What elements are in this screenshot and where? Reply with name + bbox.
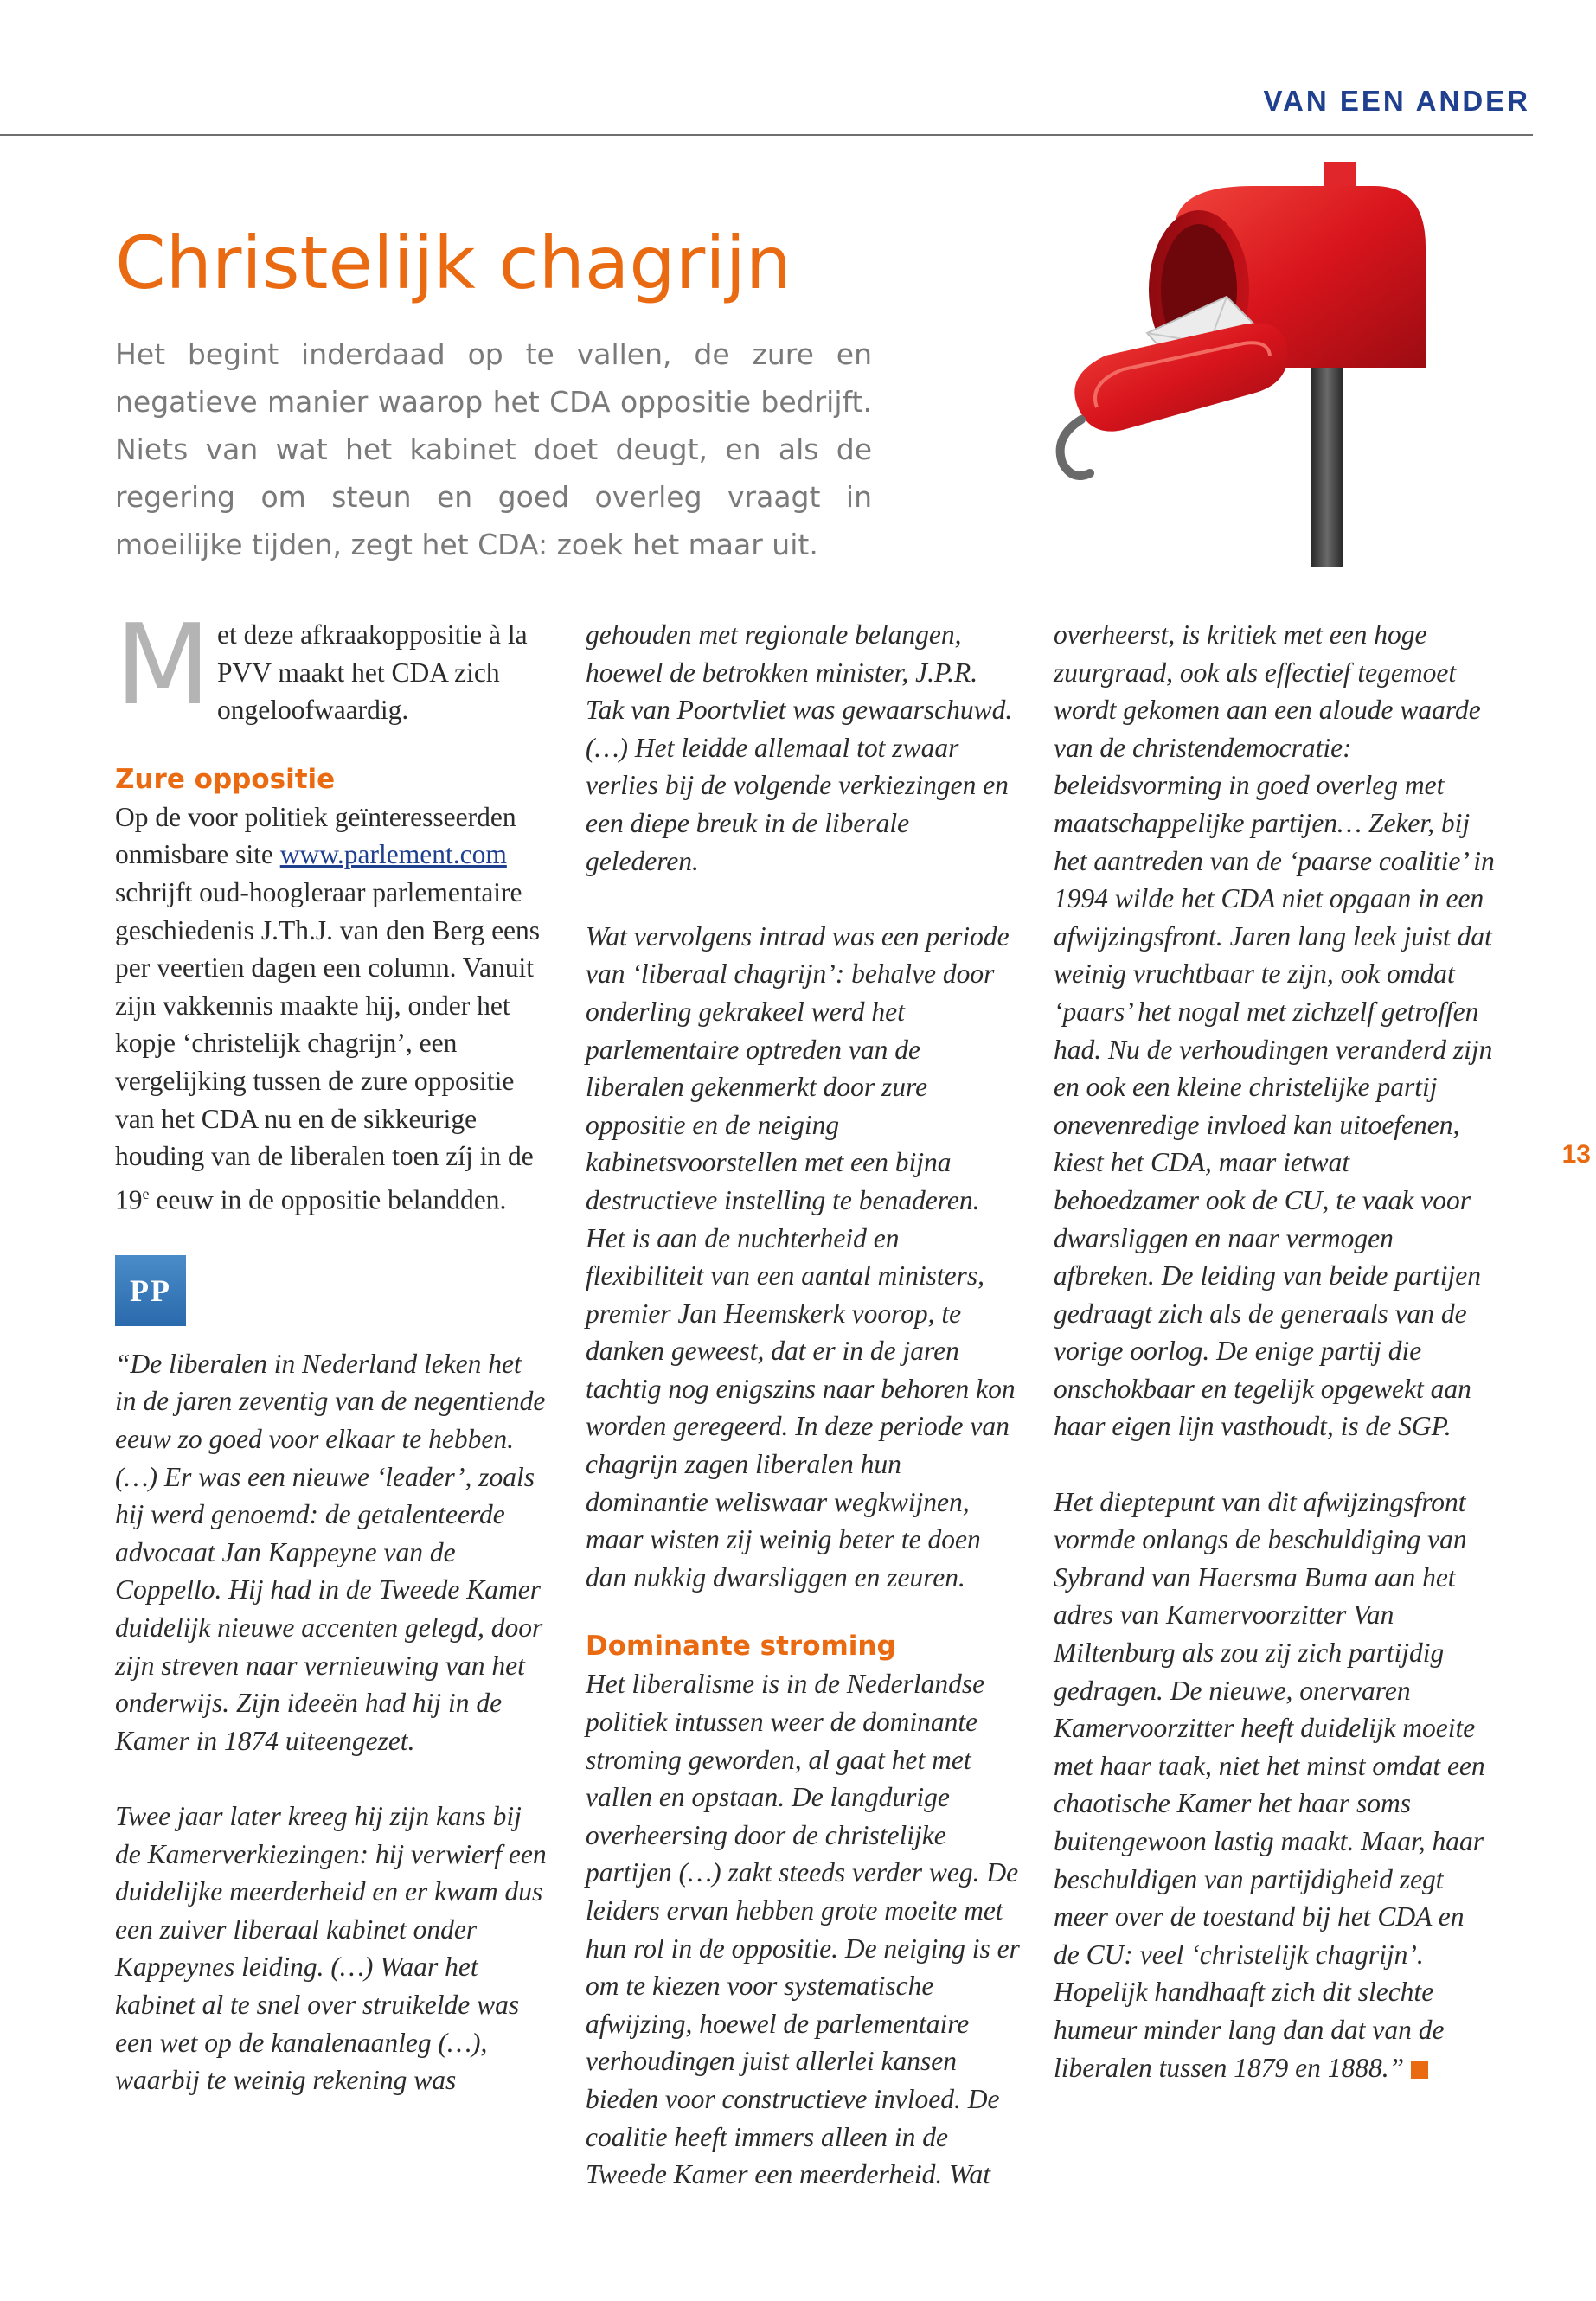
article-title: Christelijk chagrijn	[115, 221, 792, 305]
mailbox-icon	[1045, 151, 1452, 567]
quote-paragraph-4: Wat vervolgens intrad was een periode van ‘liberaal chagrijn’: behalve door onderling gekrakeel werd het parlementaire optreden van de liberalen gekenmerkt door zure oppositie en de neiging kabinetsvoorstellen met een bijna destructieve instelling te benaderen. Het is aan de nuchterheid en flexibiliteit van een aantal ministers, premier Jan Heemskerk voorop, te danken geweest, dat er in de jaren tachtig nog enigszins naar behoren kon worden geregeerd. In deze periode van chagrijn zagen liberalen hun dominantie weliswaar wegkwijnen, maar wisten zij weinig beter te doen dan nukkig dwarsliggen en zeuren.	[586, 920, 1016, 1593]
header-rule	[0, 134, 1533, 136]
drop-cap: M	[115, 601, 211, 730]
article-intro: Het begint inderdaad op te vallen, de zure en negatieve manier waarop het CDA oppositie bedrijft. Niets van wat het kabinet doet deugt, en als de regering om steun en goed overleg vraagt in moeilijke tijden, zegt het CDA: zoek het maar uit.	[115, 337, 872, 561]
quote-paragraph-6: overheerst, is kritiek met een hoge zuurgraad, ook als effectief tegemoet wordt gekomen aan een aloude waarde van de christendemocratie: beleidsvorming in goed overleg met maatschappelijke partijen… Zeker, bij het aantreden van de ‘paarse coalitie’ in 1994 wilde het CDA niet opgaan in een afwijzingsfront. Jaren lang leek juist dat weinig vruchtbaar te zijn, ook omdat ‘paars’ het nogal met zichzelf getroffen had. Nu de verhoudingen veranderd zijn en ook een kleine christelijke partij onevenredige invloed kan uitoefenen, kiest het CDA, maar ietwat behoedzamer ook de CU, te vaak voor dwarsliggen en naar vermogen afbreken. De leiding van beide partijen gedraagt zich als de generaals van de vorige oorlog. De enige partij die onschokbaar en tegelijk opgewekt aan haar eigen lijn vasthoudt, is de SGP.	[1054, 619, 1495, 1442]
p1-end: eeuw in de oppositie belandden.	[149, 1184, 507, 1215]
subhead-zure-oppositie: Zure oppositie	[115, 763, 336, 795]
quote-paragraph-1: “De liberalen in Nederland leken het in de jaren zeventig van de negentiende eeuw zo goed voor elkaar te hebben. (…) Er was een nieuwe ‘leader’, zoals hij werd genoemd: de getalenteerde advocaat Jan Kappeyne van de Coppello. Hij had in de Tweede Kamer duidelijk nieuwe accenten gelegd, door zijn streven naar vernieuwing van het onderwijs. Zijn ideeën had hij in de Kamer in 1874 uiteengezet.	[115, 1348, 546, 1756]
page-number: 13	[1561, 1140, 1591, 1169]
column-3	[1054, 616, 1495, 2086]
column-1	[115, 601, 548, 2099]
end-mark-icon	[1411, 2061, 1428, 2079]
p1-before-link: Op de voor politiek geïnteresseerden onmisbare site	[115, 801, 516, 870]
quote-paragraph-7	[1054, 1484, 1495, 2087]
quote-paragraph-5: Het liberalisme is in de Nederlandse politiek intussen weer de dominante stroming geworden, al gaat het met vallen en opstaan. De langdurige overheersing door de christelijke partijen (…) zakt steeds verder weg. De leiders ervan hebben grote moeite met hun rol in de oppositie. De neiging is er om te kiezen voor systematische afwijzing, hoewel de parlementaire verhoudingen juist allerlei kansen bieden voor constructieve invloed. De coalitie heeft immers alleen in de Tweede Kamer een meerderheid. Wat	[586, 1669, 1020, 2190]
quote-paragraph-3: gehouden met regionale belangen, hoewel de betrokken minister, J.P.R. Tak van Poortvliet was gewaarschuwd. (…) Het leidde allemaal tot zwaar verlies bij de volgende verkiezingen en een diepe breuk in de liberale gelederen.	[586, 619, 1013, 876]
section-label: VAN EEN ANDER	[1263, 85, 1530, 117]
pp-badge: PP	[115, 1255, 186, 1326]
closing-text: Het dieptepunt van dit afwijzingsfront vormde onlangs de beschuldiging van Sybrand van Haersma Buma aan het adres van Kamervoorzitter Van Miltenburg als zou zij zich partijdig gedragen. De nieuwe, onervaren Kamervoorzitter heeft duidelijk moeite met haar taak, niet het minst omdat een chaotische Kamer het haar soms buitengewoon lastig maakt. Maar, haar beschuldigen van partijdigheid zegt meer over de toestand bij het CDA en de CU: veel ‘christelijk chagrijn’. Hopelijk handhaaft zich dit slechte humeur minder lang dan dat van de liberalen tussen 1879 en 1888.”	[1054, 1486, 1485, 2083]
p1-after-link: schrijft oud-hoogleraar parlementaire geschiedenis J.Th.J. van den Berg eens per veertien dagen een column. Vanuit zijn vakkennis maakte hij, onder het kopje ‘christelijk chagrijn’, een vergelijking tussen de zure oppositie van het CDA nu en de sikkeurige houding van de liberalen toen zíj in de 19	[115, 876, 541, 1215]
quote-paragraph-2: Twee jaar later kreeg hij zijn kans bij de Kamerverkiezingen: hij verwierf een duidelijke meerderheid en er kwam dus een zuiver liberaal kabinet onder Kappeynes leiding. (…) Waar het kabinet al te snel over struikelde was een wet op de kanalenaanleg (…), waarbij te weinig rekening was	[115, 1800, 547, 2096]
opening-text: et deze afkraakoppositie à la PVV maakt het CDA zich ongeloofwaardig.	[217, 619, 528, 726]
subhead-dominante-stroming: Dominante stroming	[586, 1631, 896, 1663]
column-2	[586, 616, 1022, 2194]
parlement-link[interactable]: www.parlement.com	[279, 839, 507, 870]
opening-paragraph	[115, 601, 548, 730]
p1-superscript: e	[142, 1184, 150, 1202]
body-paragraph-1	[115, 798, 548, 1219]
